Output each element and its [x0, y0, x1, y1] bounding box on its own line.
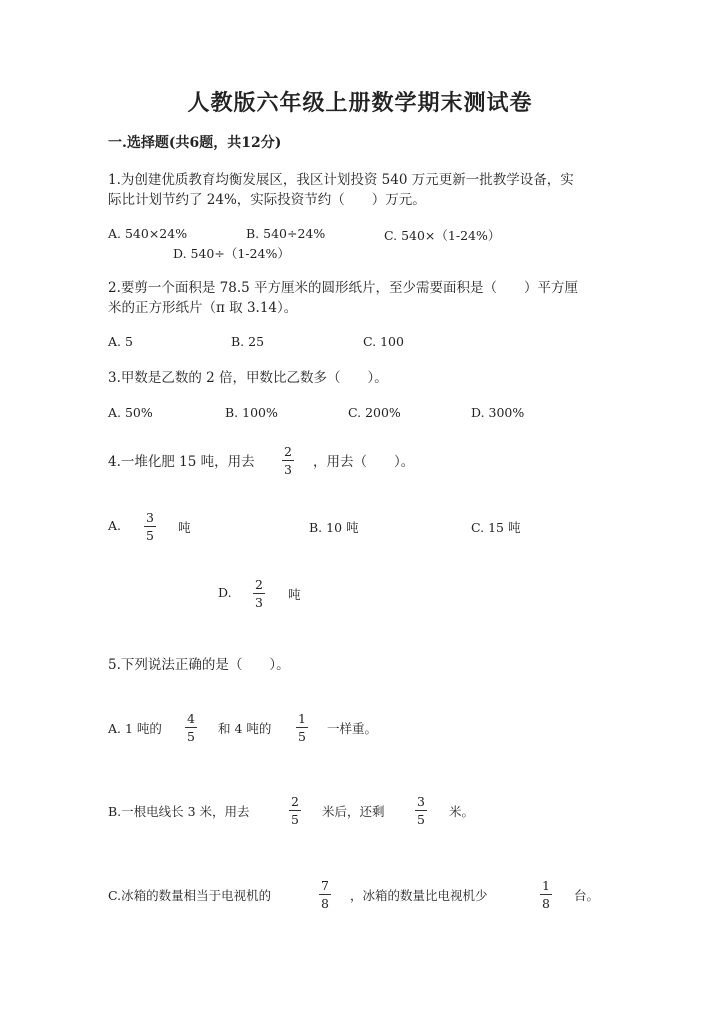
fraction-denominator: 8: [542, 896, 550, 911]
fraction-numerator: 4: [187, 711, 195, 726]
question-1-line-1: 1.为创建优质教育均衡发展区，我区计划投资 540 万元更新一批教学设备，实: [108, 172, 574, 188]
question-3-option-d[interactable]: D. 300%: [471, 405, 525, 420]
question-5-option-b-text-2: 米后，还剩: [322, 804, 385, 819]
fraction-denominator: 5: [146, 528, 154, 543]
fraction-denominator: 3: [284, 462, 292, 477]
question-5-option-a-text-3: 一样重。: [327, 721, 378, 736]
fraction-numerator: 3: [417, 794, 425, 809]
fraction-denominator: 3: [255, 595, 263, 610]
fraction-numerator: 1: [298, 711, 306, 726]
question-1-line-2: 际比计划节约了 24%，实际投资节约（ ）万元。: [108, 192, 426, 208]
question-1-option-c[interactable]: C. 540×（1-24%）: [384, 228, 501, 243]
fraction-bar: [144, 526, 156, 527]
question-4-option-d-fraction: [253, 577, 265, 610]
fraction-bar: [253, 593, 265, 594]
question-1-option-b[interactable]: B. 540÷24%: [246, 226, 326, 241]
question-4-text-b: ，用去（ ）。: [313, 454, 415, 470]
question-5-option-a-fraction-2: [296, 711, 308, 744]
question-5-option-b-fraction-2: [415, 794, 427, 827]
question-4-option-a-unit: 吨: [178, 520, 191, 535]
question-5-text: 5.下列说法正确的是（ ）。: [108, 657, 290, 673]
fraction-bar: [185, 727, 197, 728]
question-5-option-b-text-3: 米。: [449, 804, 475, 819]
fraction-bar: [296, 727, 308, 728]
fraction-bar: [289, 810, 301, 811]
question-1-option-d[interactable]: D. 540÷（1-24%）: [173, 246, 290, 261]
question-4-option-d-label[interactable]: D.: [218, 585, 232, 600]
question-5-option-b-fraction-1: [289, 794, 301, 827]
question-3-option-b[interactable]: B. 100%: [225, 405, 278, 420]
question-5-option-a-text-2: 和 4 吨的: [218, 721, 272, 736]
question-2-line-2: 米的正方形纸片（π 取 3.14）。: [108, 300, 298, 316]
fraction-numerator: 2: [284, 444, 292, 459]
fraction-bar: [319, 894, 331, 895]
fraction-bar: [540, 894, 552, 895]
question-4-option-b[interactable]: B. 10 吨: [309, 520, 359, 535]
fraction-numerator: 1: [542, 878, 550, 893]
fraction-numerator: 3: [146, 510, 154, 525]
fraction-bar: [282, 460, 294, 461]
question-4-text-a: 4.一堆化肥 15 吨，用去: [108, 454, 255, 470]
fraction-denominator: 5: [298, 729, 306, 744]
question-2-line-1: 2.要剪一个面积是 78.5 平方厘米的圆形纸片，至少需要面积是（ ）平方厘: [108, 280, 579, 296]
fraction-denominator: 8: [321, 896, 329, 911]
question-5-option-b-text-1[interactable]: B.一根电线长 3 米，用去: [108, 804, 250, 819]
question-2-option-a[interactable]: A. 5: [108, 334, 133, 349]
fraction-denominator: 5: [291, 812, 299, 827]
question-5-option-c-text-2: ，冰箱的数量比电视机少: [350, 888, 488, 903]
question-5-option-c-text-1[interactable]: C.冰箱的数量相当于电视机的: [108, 888, 272, 903]
question-5-option-c-fraction-1: [319, 878, 331, 911]
fraction-numerator: 2: [255, 577, 263, 592]
fraction-denominator: 5: [417, 812, 425, 827]
question-4-option-c[interactable]: C. 15 吨: [471, 520, 521, 535]
question-4-option-a-fraction: [144, 510, 156, 543]
question-3-option-c[interactable]: C. 200%: [348, 405, 401, 420]
question-5-option-c-fraction-2: [540, 878, 552, 911]
section-heading: 一.选择题(共6题，共12分): [108, 135, 282, 151]
question-4-option-d-unit: 吨: [288, 587, 301, 602]
question-5-option-a-fraction-1: [185, 711, 197, 744]
question-2-option-b[interactable]: B. 25: [231, 334, 265, 349]
question-1-option-a[interactable]: A. 540×24%: [108, 226, 188, 241]
question-5-option-c-text-3: 台。: [574, 888, 600, 903]
question-4-fraction: [282, 444, 294, 477]
fraction-denominator: 5: [187, 729, 195, 744]
question-4-option-a-label[interactable]: A.: [108, 518, 122, 533]
question-5-option-a-text-1[interactable]: A. 1 吨的: [108, 721, 162, 736]
fraction-bar: [415, 810, 427, 811]
question-2-option-c[interactable]: C. 100: [363, 334, 404, 349]
question-3-text: 3.甲数是乙数的 2 倍，甲数比乙数多（ ）。: [108, 370, 388, 386]
question-3-option-a[interactable]: A. 50%: [108, 405, 153, 420]
fraction-numerator: 7: [321, 878, 329, 893]
fraction-numerator: 2: [291, 794, 299, 809]
page-title: 人教版六年级上册数学期末测试卷: [187, 90, 533, 116]
